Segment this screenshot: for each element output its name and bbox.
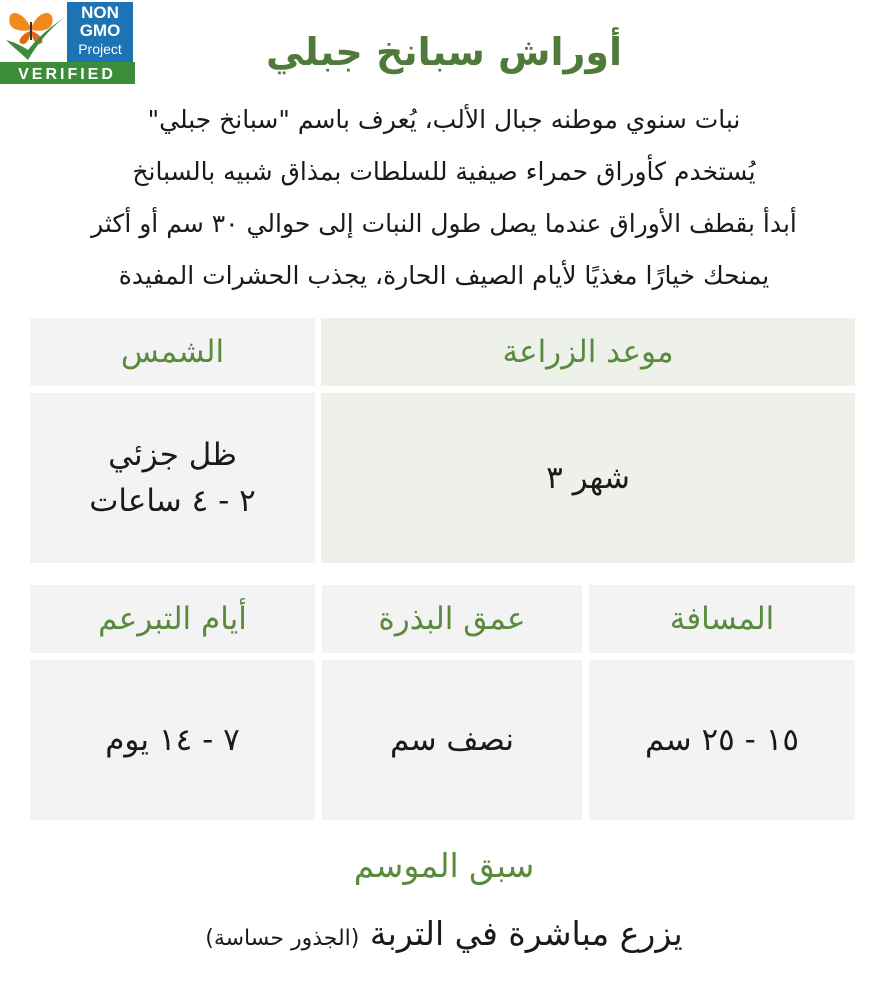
spacing-cell bbox=[589, 660, 855, 820]
description-line: يمنحك خيارًا مغذيًا لأيام الصيف الحارة، يجذب الحشرات المفيدة bbox=[118, 261, 770, 290]
germination-label: أيام التبرعم bbox=[98, 601, 247, 637]
planting-time-label: موعد الزراعة bbox=[502, 334, 674, 370]
description-line: نبات سنوي موطنه جبال الألب، يُعرف باسم "سبانخ جبلي" bbox=[147, 105, 741, 134]
sun-header bbox=[30, 318, 315, 386]
season-note: (الجذور حساسة) bbox=[205, 926, 360, 951]
season-value: يزرع مباشرة في التربة bbox=[369, 914, 683, 953]
planting-time-cell bbox=[321, 393, 855, 563]
sun-label: الشمس bbox=[120, 334, 225, 370]
spacing-header bbox=[589, 585, 855, 653]
sun-value-line1: ظل جزئي bbox=[108, 437, 237, 473]
germination-header bbox=[30, 585, 315, 653]
spacing-label: المسافة bbox=[669, 601, 775, 637]
description bbox=[30, 94, 858, 302]
sun-cell bbox=[30, 393, 315, 563]
planting-time-header bbox=[321, 318, 855, 386]
seed-depth-header bbox=[322, 585, 582, 653]
badge-line3: Project bbox=[78, 41, 122, 57]
description-line: يُستخدم كأوراق حمراء صيفية للسلطات بمذاق شبيه بالسبانخ bbox=[132, 157, 756, 186]
seed-depth-cell bbox=[322, 660, 582, 820]
badge-verified: VERIFIED bbox=[18, 66, 116, 83]
season-heading: سبق الموسم bbox=[353, 846, 535, 885]
sun-value-line2: ٢ - ٤ ساعات bbox=[89, 483, 256, 519]
spacing-value: ١٥ - ٢٥ سم bbox=[645, 722, 799, 758]
season-text bbox=[0, 908, 888, 965]
germination-cell bbox=[30, 660, 315, 820]
seed-depth-value: نصف سم bbox=[389, 722, 515, 758]
badge-line1: NON bbox=[81, 3, 119, 22]
page-title: أوراش سبانخ جبلي bbox=[265, 30, 623, 74]
description-line: أبدأ بقطف الأوراق عندما يصل طول النبات إلى حوالي ٣٠ سم أو أكثر bbox=[91, 209, 797, 238]
badge-line2: GMO bbox=[79, 21, 121, 40]
seed-depth-label: عمق البذرة bbox=[378, 601, 526, 637]
planting-time-value: شهر ٣ bbox=[546, 460, 630, 496]
germination-value: ٧ - ١٤ يوم bbox=[105, 722, 240, 758]
